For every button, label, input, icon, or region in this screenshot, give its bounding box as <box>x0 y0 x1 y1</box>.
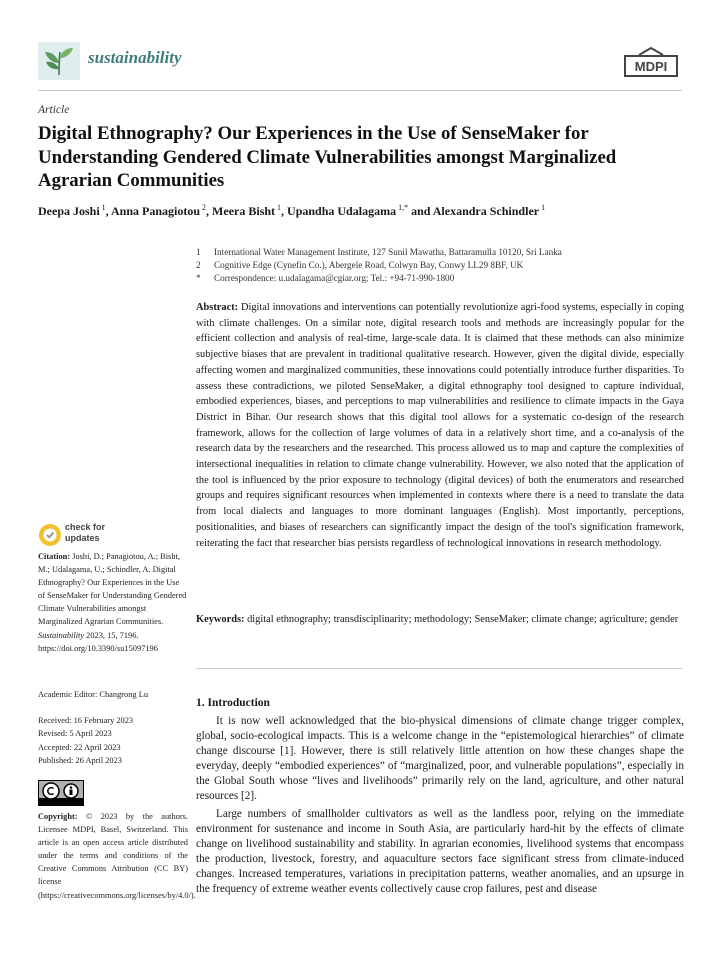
abstract-text: Digital innovations and interventions can potentially revolutionize agri-food systems, especially in coping with climate challenges. On a similar note, digital research tools and methods are increasingly popular for the efficient collection and analysis of real-time, large-scale data. It is claimed that these methods can also minimize subjective biases that are prevalent in traditional qualitative research. However, given the digital divide, especially affecting women and marginalized communities, these innovations could potentially introduce further disparities. To assess these contradictions, we piloted SenseMaker, a digital ethnography tool designed to capture individual, embodied experiences, biases, and perceptions to map vulnerabilities and resilience to climate impacts in the Gaya District in Bihar. Our research shows that this digital tool allows for a systematic co-design of the research framework, allows for the collection of large volumes of data in a relatively short time, and a co-analysis of the research data by the researchers and the researched. This process allowed us to map and capture the complexities of intersectional inequalities in relation to climate change vulnerability. However, we also noted that the application of the tool is influenced by the prior exposure to technology (digital devices) of both the enumerators and researched groups and requires significant resources when implemented in contexts where there is a need to translate the data from local dialects and languages to more dominant languages (English). Most importantly, perceptions, positionalities, and biases of researchers can significantly impact the design of the tool's signification framework, reiterating the fact that researcher bias persists regardless of technological innovations in research methodology. <box>196 302 684 549</box>
journal-name: sustainability <box>88 48 182 67</box>
author-name: Anna Panagiotou <box>111 204 201 218</box>
copyright-notice: Copyright: © 2023 by the authors. Licensee MDPI, Basel, Switzerland. This article is an open access article distributed under the terms and conditions of the Creative Commons Attribution (CC BY) license (https://creativecommons.org/licenses/by/4.0/). <box>38 812 196 900</box>
author-affiliation-mark: 1 <box>99 203 106 212</box>
citation: Citation: Joshi, D.; Panagiotou, A.; Bisht, M.; Udalagama, U.; Schindler, A. Digital Ethnography? Our Experiences in the Use of SenseMaker for Understanding Gendered Climate Vulnerabilities amongst Marginalized Agrarian Communities. Sustainability 2023, 15, 7196. https://doi.org/10.3390/su15097196 <box>38 552 187 653</box>
date-revised: Revised: 5 April 2023 <box>38 729 112 739</box>
affiliations <box>196 246 686 285</box>
intro-paragraph: Large numbers of smallholder cultivators as well as the landless poor, relying on the immediate environment for sustenance and income in South Asia, are particularly hard-hit by the effects of climate change on livelihood sustainability and stability. In agrarian economies, livelihood systems that encompass the production, livestock, forestry, and aquaculture sectors face significant stress from climate-induced changes. Increased temperatures, variations in precipitation patterns, weather anomalies, and an upsurge in the frequency of extreme weather events collectively cause crop failures, pest and disease <box>196 807 684 896</box>
mdpi-logo-icon <box>624 46 678 80</box>
affiliation-number: 2 <box>196 260 201 270</box>
author-list: Deepa Joshi $^1$, Anna Panagiotou $^2$, Meera Bisht $^1$, Upandha Udalagama $^{1,*}$ and Alexandra Schindler $^1$ <box>38 203 546 218</box>
author-name: Upandha Udalagama <box>287 204 397 218</box>
author-name: Deepa Joshi <box>38 204 100 218</box>
header-rule <box>38 90 682 91</box>
date-received: Received: 16 February 2023 <box>38 716 134 725</box>
keywords-label: Keywords: <box>196 614 245 625</box>
author-name: Alexandra Schindler <box>432 204 540 218</box>
article-title: Digital Ethnography? Our Experiences in the Use of SenseMaker for Understanding Gendered Climate Vulnerabilities amongst Marginalized Agrarian Communities <box>38 123 617 191</box>
abstract <box>196 300 684 551</box>
intro-paragraph: It is now well acknowledged that the bio-physical dimensions of climate change trigger complex, global, socio-ecological impacts. This is a welcome change in the “epistemological hierarchies” of climate change discourse [1]. However, there is still relatively little attention on how these changes shape the everyday, deeply “embodied experiences” of “marginalized, poor, and vulnerable populations”, especially in the Global South whose “lives and livelihoods” primarily rely on the land, agriculture, and other natural resources [2]. <box>196 715 684 803</box>
affiliation-row <box>196 246 686 259</box>
check-for-updates-label[interactable]: check for updates <box>65 522 106 543</box>
journal-logo-icon <box>38 42 80 80</box>
author-affiliation-mark: 1,* <box>396 203 409 212</box>
mdpi-logo-text: MDPI <box>634 59 668 74</box>
date-accepted: Accepted: 22 April 2023 <box>38 742 121 752</box>
academic-editor: Academic Editor: Changrong Lu <box>38 690 149 699</box>
affiliation-row <box>196 259 686 272</box>
keywords <box>196 612 684 628</box>
affiliation-text: International Water Management Institute, 127 Sunil Mawatha, Battaramulla 10120, Sri Lanka <box>214 247 562 257</box>
introduction-body <box>196 714 684 897</box>
section-rule <box>196 668 682 669</box>
affiliation-number: * <box>196 273 201 283</box>
affiliation-row <box>196 272 686 285</box>
cc-by-license-icon[interactable] <box>38 780 84 806</box>
date-published: Published: 26 April 2023 <box>38 756 122 766</box>
publication-dates <box>38 714 188 768</box>
affiliation-text: Correspondence: u.udalagama@cgiar.org; Tel.: +94-71-990-1800 <box>214 273 455 283</box>
affiliation-number: 1 <box>196 247 201 257</box>
author-affiliation-mark: 1 <box>275 203 282 212</box>
author-affiliation-mark: 1 <box>539 203 546 212</box>
author-affiliation-mark: 2 <box>200 203 207 212</box>
check-for-updates-icon[interactable] <box>38 523 62 547</box>
abstract-label: Abstract: <box>196 302 239 313</box>
article-type: Article <box>38 104 70 116</box>
citation-doi-link[interactable]: https://doi.org/10.3390/su15097196 <box>38 643 158 653</box>
keywords-text: digital ethnography; transdisciplinarity; methodology; SenseMaker; climate change; agriculture; gender <box>247 614 679 625</box>
section-heading: 1. Introduction <box>196 697 270 709</box>
author-name: Meera Bisht <box>212 204 276 218</box>
affiliation-text: Cognitive Edge (Cynefin Co.), Abergele Road, Colwyn Bay, Conwy LL29 8BF, UK <box>214 260 524 270</box>
